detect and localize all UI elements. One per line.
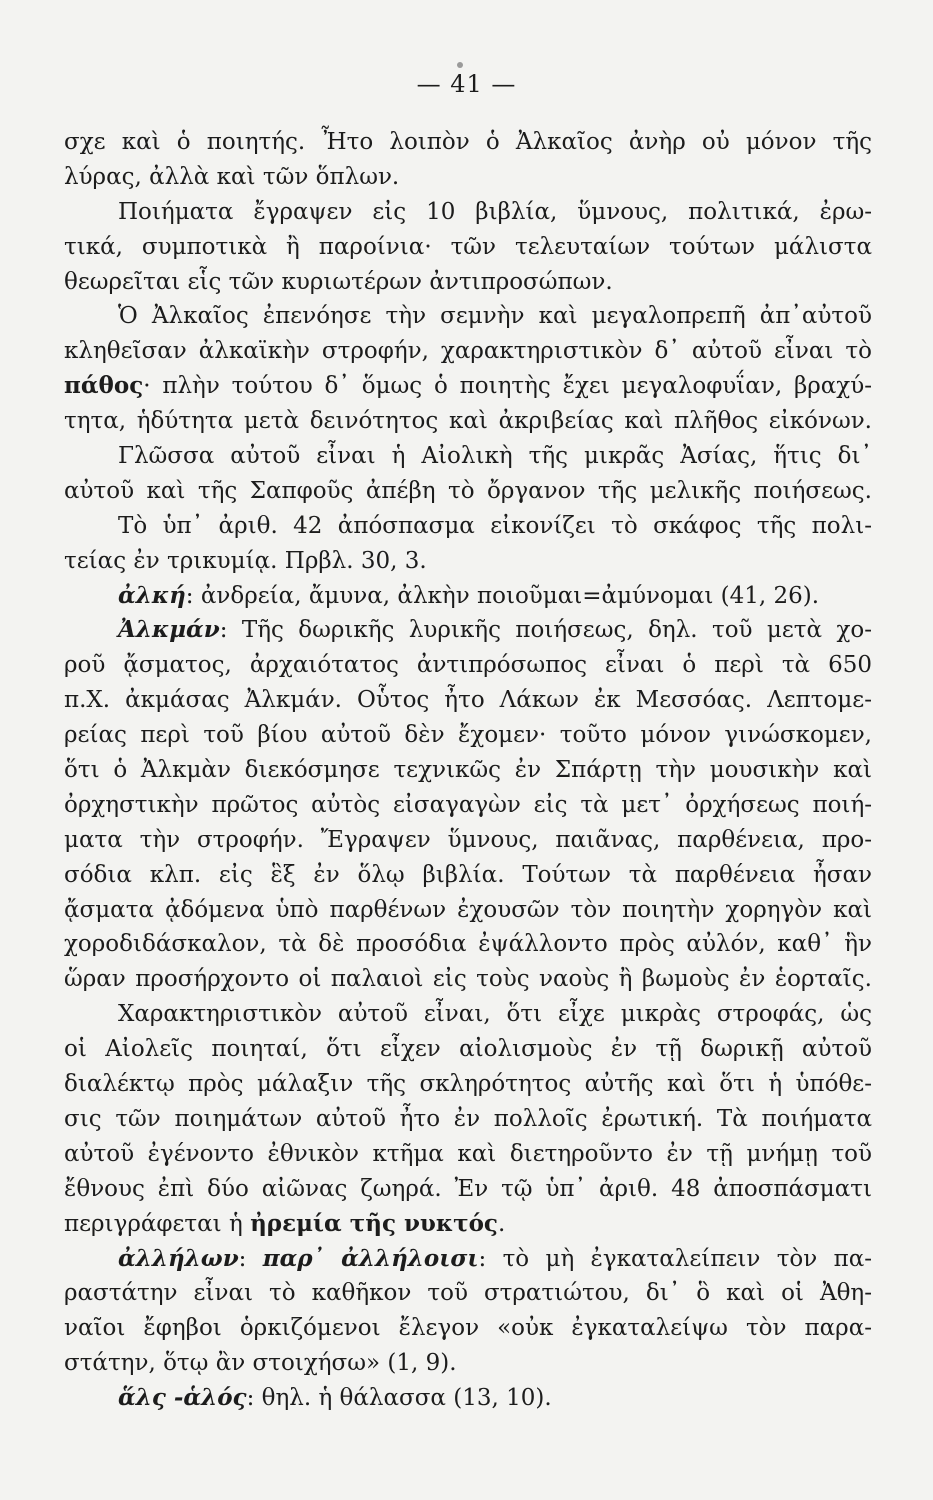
text-line bbox=[64, 509, 872, 544]
line-text: χοροδιδάσκαλον, τὰ δὲ προσόδια ἐψάλλοντο πρὸς αὐλόν, καθ᾽ ἣν bbox=[64, 931, 872, 958]
line-text: θεωρεῖται εἷς τῶν κυριωτέρων ἀντιπροσώπων. bbox=[64, 268, 613, 295]
line-text: αὐτοῦ καὶ τῆς Σαπφοῦς ἀπέβη τὸ ὄργανον τῆς μελικῆς ποιήσεως. bbox=[64, 477, 872, 504]
text-line bbox=[64, 683, 872, 718]
text-line bbox=[64, 439, 872, 474]
text-line bbox=[64, 369, 872, 404]
line-text: ματα τὴν στροφήν. Ἔγραψεν ὕμνους, παιᾶνας, παρθένεια, προ- bbox=[64, 826, 872, 853]
emphasized-term: παρ᾽ ἀλλήλοισι bbox=[262, 1244, 479, 1272]
text-line bbox=[64, 579, 872, 614]
line-text: τικά, συμποτικὰ ἢ παροίνια· τῶν τελευταίων τούτων μάλιστα bbox=[64, 233, 872, 260]
line-text: λύρας, ἀλλὰ καὶ τῶν ὅπλων. bbox=[64, 163, 400, 190]
line-text: Τὸ ὑπ᾽ ἀριθ. 42 ἀπόσπασμα εἰκονίζει τὸ σκάφος τῆς πολι- bbox=[118, 512, 872, 539]
line-text: : ἀνδρεία, ἄμυνα, ἀλκὴν ποιοῦμαι=ἀμύνομαι (41, 26). bbox=[185, 582, 820, 609]
line-text: · πλὴν τούτου δ᾽ ὅμως ὁ ποιητὴς ἔχει μεγαλοφυΐαν, βραχύ- bbox=[143, 373, 872, 400]
text-line bbox=[64, 404, 872, 439]
line-text: : bbox=[238, 1245, 263, 1272]
text-line bbox=[64, 1067, 872, 1102]
line-text: ροῦ ᾄσματος, ἀρχαιότατος ἀντιπρόσωπος εἶναι ὁ περὶ τὰ 650 bbox=[64, 652, 872, 679]
line-text: ᾄσματα ᾀδόμενα ὑπὸ παρθένων ἐχουσῶν τὸν ποιητὴν χορηγὸν καὶ bbox=[64, 896, 872, 923]
text-line bbox=[64, 1207, 872, 1242]
emphasized-term: ἀλλήλων bbox=[118, 1244, 239, 1272]
line-text: κληθεῖσαν ἀλκαϊκὴν στροφήν, χαρακτηριστικὸν δ᾽ αὐτοῦ εἶναι τὸ bbox=[64, 338, 872, 365]
line-text: ναῖοι ἔφηβοι ὁρκιζόμενοι ἔλεγον «οὐκ ἐγκαταλείψω τὸν παρα- bbox=[64, 1315, 872, 1342]
text-line bbox=[64, 160, 872, 195]
line-text: ὥραν προσήρχοντο οἱ παλαιοὶ εἰς τοὺς ναοὺς ἢ βωμοὺς ἐν ἑορταῖς. bbox=[64, 966, 872, 993]
line-text: οἱ Αἰολεῖς ποιηταί, ὅτι εἶχεν αἰολισμοὺς ἐν τῇ δωρικῇ αὐτοῦ bbox=[64, 1036, 872, 1063]
line-text: : τὸ μὴ ἐγκαταλείπειν τὸν πα- bbox=[478, 1245, 873, 1272]
text-line bbox=[64, 893, 872, 928]
paper-speck bbox=[457, 62, 463, 68]
text-line bbox=[64, 997, 872, 1032]
text-line bbox=[64, 1346, 872, 1381]
line-text: ὀρχηστικὴν πρῶτος αὐτὸς εἰσαγαγὼν εἰς τὰ μετ᾽ ὀρχήσεως ποιή- bbox=[64, 791, 872, 818]
text-line bbox=[64, 1137, 872, 1172]
text-line bbox=[64, 1102, 872, 1137]
page-number: — 41 — bbox=[416, 70, 517, 98]
line-text: σχε καὶ ὁ ποιητής. Ἦτο λοιπὸν ὁ Ἀλκαῖος ἀνὴρ οὐ μόνον τῆς bbox=[64, 129, 872, 155]
page-body bbox=[64, 125, 872, 1416]
line-text: Ποιήματα ἔγραψεν εἰς 10 βιβλία, ὕμνους, πολιτικά, ἐρω- bbox=[118, 198, 872, 225]
text-line bbox=[64, 753, 872, 788]
line-text: σις τῶν ποιημάτων αὐτοῦ ἦτο ἐν πολλοῖς ἐρωτική. Τὰ ποιήματα bbox=[64, 1105, 872, 1132]
line-text: ρείας περὶ τοῦ βίου αὐτοῦ δὲν ἔχομεν· τοῦτο μόνον γινώσκομεν, bbox=[64, 722, 872, 749]
line-text: σόδια κλπ. εἰς ἓξ ἐν ὅλῳ βιβλία. Τούτων τὰ παρθένεια ἦσαν bbox=[64, 861, 872, 888]
text-line bbox=[64, 1032, 872, 1067]
text-line bbox=[64, 474, 872, 509]
text-line bbox=[64, 1311, 872, 1346]
emphasized-term: Ἀλκμάν bbox=[118, 616, 220, 644]
line-text: π.Χ. ἀκμάσας Ἀλκμάν. Οὗτος ἦτο Λάκων ἐκ Μεσσόας. Λεπτομε- bbox=[64, 687, 872, 714]
text-line bbox=[64, 1242, 872, 1277]
text-line bbox=[64, 648, 872, 683]
text-line bbox=[64, 544, 872, 579]
text-line bbox=[64, 230, 872, 265]
line-text: διαλέκτῳ πρὸς μάλαξιν τῆς σκληρότητος αὐτῆς καὶ ὅτι ἡ ὑπόθε- bbox=[64, 1071, 872, 1098]
text-line bbox=[64, 962, 872, 997]
line-text: . bbox=[497, 1210, 506, 1237]
line-text: περιγράφεται ἡ bbox=[64, 1210, 251, 1237]
text-line bbox=[64, 1276, 872, 1311]
line-text: Χαρακτηριστικὸν αὐτοῦ εἶναι, ὅτι εἶχε μικρὰς στροφάς, ὡς bbox=[118, 1001, 872, 1028]
text-line bbox=[64, 1381, 872, 1416]
text-line bbox=[64, 1172, 872, 1207]
line-text: : Τῆς δωρικῆς λυρικῆς ποιήσεως, δηλ. τοῦ μετὰ χο- bbox=[219, 617, 872, 644]
emphasized-term: ἠρεμία τῆς νυκτός bbox=[250, 1209, 498, 1237]
text-line bbox=[64, 125, 872, 160]
text-line bbox=[64, 334, 872, 369]
text-line bbox=[64, 718, 872, 753]
line-text: αὐτοῦ ἐγένοντο ἐθνικὸν κτῆμα καὶ διετηροῦντο ἐν τῇ μνήμῃ τοῦ bbox=[64, 1140, 872, 1167]
text-line bbox=[64, 788, 872, 823]
line-text: Ὁ Ἀλκαῖος ἐπενόησε τὴν σεμνὴν καὶ μεγαλοπρεπῆ ἀπ᾽αὐτοῦ bbox=[118, 303, 872, 330]
text-line bbox=[64, 927, 872, 962]
text-line bbox=[64, 858, 872, 893]
text-line bbox=[64, 823, 872, 858]
emphasized-term: ἀλκή bbox=[118, 581, 186, 609]
line-text: τητα, ἡδύτητα μετὰ δεινότητος καὶ ἀκριβείας καὶ πλῆθος εἰκόνων. bbox=[64, 408, 872, 435]
text-line bbox=[64, 265, 872, 300]
line-text: : θηλ. ἡ θάλασσα (13, 10). bbox=[246, 1385, 552, 1412]
emphasized-term: πάθος bbox=[64, 372, 144, 400]
text-line bbox=[64, 299, 872, 334]
line-text: ραστάτην εἶναι τὸ καθῆκον τοῦ στρατιώτου, δι᾽ ὃ καὶ οἱ Ἀθη- bbox=[64, 1280, 872, 1307]
text-line bbox=[64, 613, 872, 648]
line-text: ὅτι ὁ Ἀλκμὰν διεκόσμησε τεχνικῶς ἐν Σπάρτῃ τὴν μουσικὴν καὶ bbox=[64, 757, 872, 784]
line-text: τείας ἐν τρικυμίᾳ. Πρβλ. 30, 3. bbox=[64, 547, 427, 574]
line-text: στάτην, ὅτῳ ἂν στοιχήσω» (1, 9). bbox=[64, 1350, 457, 1377]
line-text: ἔθνους ἐπὶ δύο αἰῶνας ζωηρά. Ἐν τῷ ὑπ᾽ ἀριθ. 48 ἀποσπάσματι bbox=[64, 1175, 872, 1202]
text-line bbox=[64, 195, 872, 230]
emphasized-term: ἅλς -ἁλός bbox=[118, 1384, 247, 1412]
line-text: Γλῶσσα αὐτοῦ εἶναι ἡ Αἰολικὴ τῆς μικρᾶς Ἀσίας, ἥτις δι᾽ bbox=[118, 443, 872, 470]
